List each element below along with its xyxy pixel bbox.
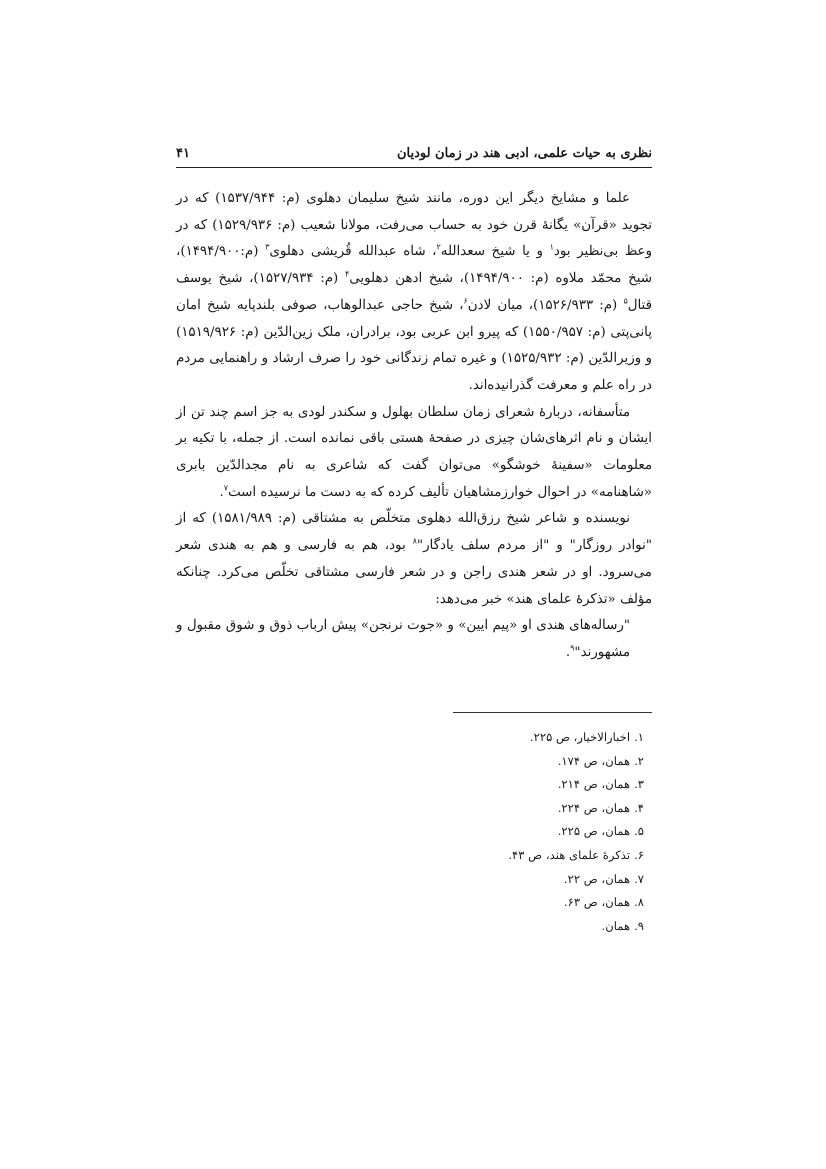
text-run: نویسنده و شاعر شیخ رزق‌الله دهلوی متخلّص به مشتاقی (م: ۱۵۸۱/۹۸۹) که از "نوادر روزگار" و "از مردم سلف یادگار" [176, 511, 652, 554]
footnote-number: ۱. [634, 730, 644, 744]
page-number: ۴۱ [176, 146, 190, 161]
text-run: بود، هم به فارسی و هم به هندی شعر می‌سرود. او در شعر هندی راجن و در شعر فارسی مشتاقی تخلّص می‌کرد. چنانکه مؤلف «تذکرهٔ علمای هند» خبر می‌دهد: [176, 538, 652, 607]
text-run: (م:۱۴۹۴/۹۰۰)، شیخ محمّد ملاوه (م: ۱۴۹۴/۹۰۰)، شیخ ادهن دهلویی [176, 244, 652, 287]
footnote-text: همان، ص ۲۲۴. [557, 800, 631, 815]
footnote-ref[interactable]: ۳ [265, 242, 270, 252]
footnote-ref[interactable]: ۴ [344, 269, 350, 279]
text-run: (م: ۱۵۲۷/۹۳۴)، شیخ یوسف قتال [176, 271, 653, 313]
footnote-text: همان، ص ۱۷۴. [557, 753, 631, 768]
footnote-ref[interactable]: ۲ [436, 242, 441, 252]
text-run: (م: ۱۵۲۶/۹۳۳)، میان لادن [467, 297, 624, 313]
text-run: . [219, 484, 224, 500]
footnote-item [176, 915, 652, 939]
footnote-number: ۹. [634, 918, 644, 933]
footnote-text: اخبارالاخیار، ص ۲۲۵. [529, 730, 631, 744]
text-run: ، شیخ حاجی عبدالوهاب، صوفی بلندپایه شیخ امان پانی‌پتی (م: ۱۵۵۰/۹۵۷) که پیرو ابن عربی بود، برادران، ملک زین‌الدّین (م: ۱۵۱۹/۹۲۶) و وزیرالدّین (م: ۱۵۲۵/۹۳۲) و غیره تمام زندگانی خود را صرف ارشاد و راهنمایی مردم در راه علم و معرفت گذرانیده‌اند. [176, 297, 653, 393]
footnote-ref[interactable]: ۸ [412, 536, 417, 546]
footnote-text: همان، ص ۶۳. [563, 895, 631, 910]
footnote-item [176, 773, 652, 797]
footnote-ref[interactable]: ۷ [223, 483, 229, 493]
footnote-text: همان، ص ۲۱۴. [557, 777, 631, 792]
footnote-item [176, 891, 652, 915]
footnote-number: ۳. [634, 777, 644, 792]
footnote-number: ۲. [634, 753, 644, 768]
footnote-item [176, 750, 652, 774]
text-run: و یا شیخ سعدالله [440, 244, 550, 260]
footnote-text: همان، ص ۲۲۵. [557, 824, 631, 839]
footnote-separator [453, 712, 652, 713]
footnote-text: همان. [601, 918, 631, 933]
footnote-number: ۸. [634, 895, 644, 910]
block-quote [176, 613, 652, 666]
footnote-ref[interactable]: ۹ [570, 643, 575, 653]
footnote-item [176, 726, 652, 750]
footnote-item [176, 820, 652, 844]
text-run: ، شاه عبدالله قُریشی دهلوی [269, 244, 437, 260]
running-title: نظری به حیات علمی، ادبی هند در زمان لودیان [396, 146, 652, 161]
main-text [176, 186, 652, 667]
header-rule [176, 167, 652, 168]
text-run: "رساله‌های هندی او «پیم ایین» و «جوت نرنجن» پیش ارباب ذوق و شوق مقبول و مشهورند" [176, 618, 630, 660]
text-run: متأسفانه، دربارهٔ شعرای زمان سلطان بهلول و سکندر لودی به جز اسم چند تن از ایشان و نام اثرهای‌شان چیزی در صفحهٔ هستی باقی نمانده است. از جمله، با تکیه بر معلومات «سفینهٔ خوشگو» می‌توان گفت که شاعری به نام مجدالدّین بابری «شاهنامه» در احوال خوارزمشاهیان تألیف کرده که به دست ما نرسیده است [176, 404, 652, 500]
footnote-number: ۶. [634, 847, 644, 862]
running-header [176, 140, 652, 168]
paragraph-scholars [176, 186, 652, 400]
footnote-item [176, 868, 652, 892]
footnote-text: تذکرهٔ علمای هند، ص ۴۳. [508, 847, 631, 862]
footnote-ref[interactable]: ۵ [623, 296, 628, 306]
footnote-text: همان، ص ۲۲. [563, 871, 631, 886]
footnote-number: ۴. [634, 800, 644, 815]
paragraph-poets [176, 400, 652, 507]
footnote-item [176, 797, 652, 821]
footnote-ref[interactable]: ۱ [549, 242, 554, 252]
footnote-ref[interactable]: ۶ [463, 296, 468, 306]
footnote-number: ۵. [634, 824, 644, 839]
footnote-number: ۷. [634, 871, 644, 886]
paragraph-mushtaqi [176, 506, 652, 613]
footnote-item [176, 844, 652, 868]
text-run: علما و مشایخ دیگر این دوره، مانند شیخ سلیمان دهلوی (م: ۱۵۳۷/۹۴۴) که در تجوید «قرآن» یگانهٔ قرن خود به حساب می‌رفت، مولانا شعیب (م: ۱۵۲۹/۹۳۶) که در وعظ بی‌نظیر بود [176, 191, 652, 260]
text-run: . [565, 644, 571, 660]
footnotes-list [176, 726, 652, 938]
